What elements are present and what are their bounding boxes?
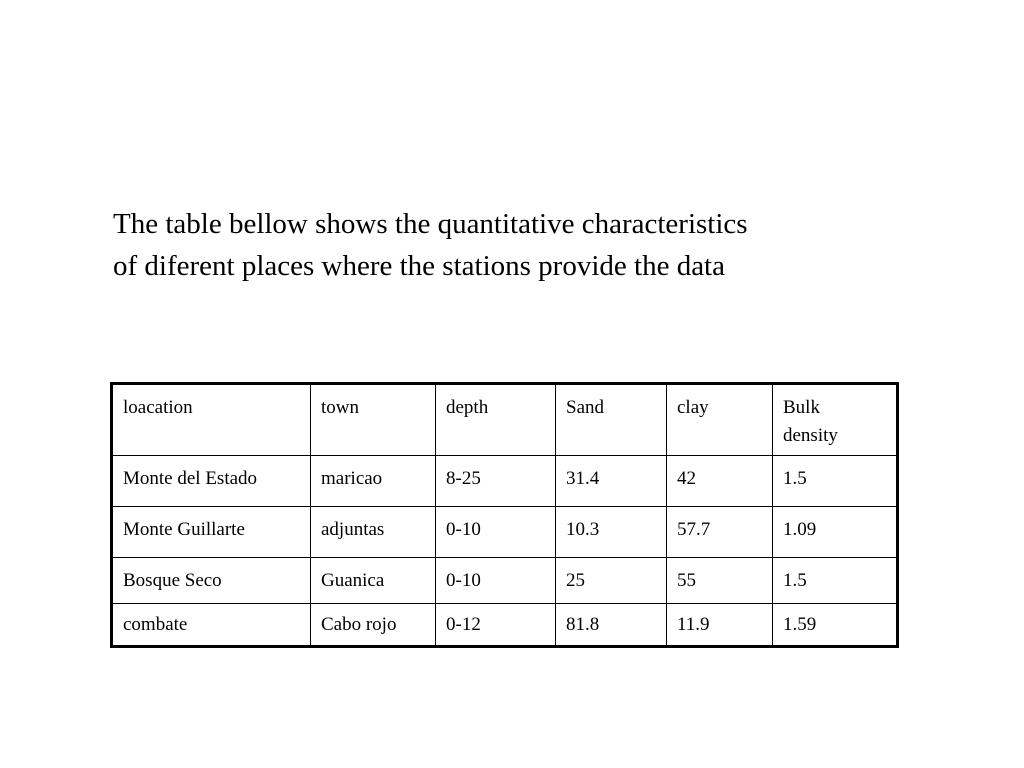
table-header-row bbox=[112, 384, 898, 456]
header-depth: depth bbox=[436, 384, 556, 456]
cell-depth: 0-10 bbox=[436, 558, 556, 604]
cell-depth: 0-10 bbox=[436, 507, 556, 558]
header-town: town bbox=[311, 384, 436, 456]
cell-sand: 31.4 bbox=[556, 456, 667, 507]
cell-town: maricao bbox=[311, 456, 436, 507]
cell-location: combate bbox=[112, 604, 311, 647]
header-bulk-line-1: Bulk bbox=[783, 397, 820, 418]
cell-clay: 42 bbox=[667, 456, 773, 507]
cell-sand: 25 bbox=[556, 558, 667, 604]
cell-town: Cabo rojo bbox=[311, 604, 436, 647]
cell-town: adjuntas bbox=[311, 507, 436, 558]
cell-sand: 10.3 bbox=[556, 507, 667, 558]
header-bulk-line-2: density bbox=[783, 425, 838, 446]
cell-bulk-density: 1.09 bbox=[773, 507, 898, 558]
header-location: loacation bbox=[112, 384, 311, 456]
intro-line-2: of diferent places where the stations provide the data bbox=[113, 250, 725, 282]
header-sand: Sand bbox=[556, 384, 667, 456]
cell-location: Bosque Seco bbox=[112, 558, 311, 604]
table-row bbox=[112, 456, 898, 507]
table-row bbox=[112, 604, 898, 647]
header-bulk-density bbox=[773, 384, 898, 456]
cell-clay: 57.7 bbox=[667, 507, 773, 558]
soil-data-table bbox=[110, 382, 899, 648]
cell-location: Monte del Estado bbox=[112, 456, 311, 507]
table-row bbox=[112, 507, 898, 558]
cell-bulk-density: 1.59 bbox=[773, 604, 898, 647]
cell-bulk-density: 1.5 bbox=[773, 558, 898, 604]
header-clay: clay bbox=[667, 384, 773, 456]
cell-clay: 55 bbox=[667, 558, 773, 604]
intro-line-1: The table bellow shows the quantitative characteristics bbox=[113, 208, 748, 240]
table-row bbox=[112, 558, 898, 604]
cell-sand: 81.8 bbox=[556, 604, 667, 647]
cell-depth: 8-25 bbox=[436, 456, 556, 507]
cell-town: Guanica bbox=[311, 558, 436, 604]
cell-depth: 0-12 bbox=[436, 604, 556, 647]
cell-bulk-density: 1.5 bbox=[773, 456, 898, 507]
intro-paragraph bbox=[113, 203, 913, 287]
cell-clay: 11.9 bbox=[667, 604, 773, 647]
cell-location: Monte Guillarte bbox=[112, 507, 311, 558]
